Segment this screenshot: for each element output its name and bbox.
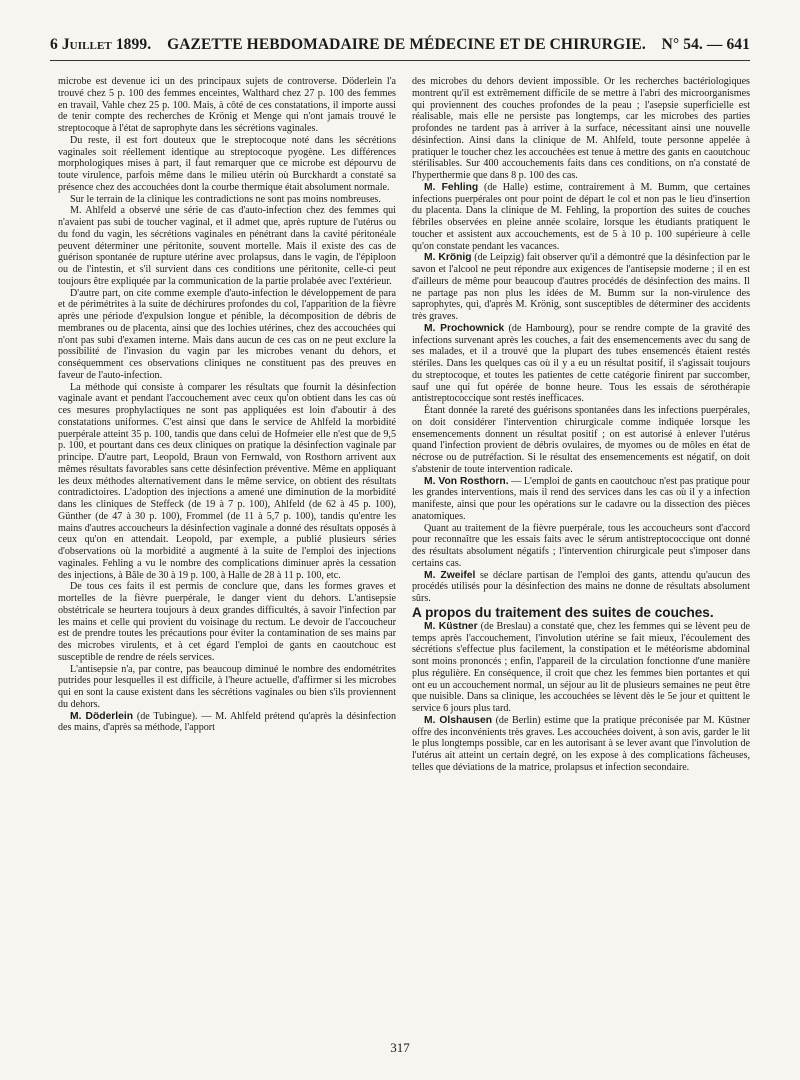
paragraph: L'antisepsie n'a, par contre, pas beaucoup diminué le nombre des endométrites putrides pour lesquelles il est difficile, à l'heure actuelle, d'affirmer si les microbes qui en sont la cause existent dans les sécrétions vaginales ou bien s'ils proviennent du dehors.	[58, 663, 396, 710]
speaker-name: M. Zweifel	[424, 569, 476, 581]
paragraph: La méthode qui consiste à comparer les résultats que fournit la désinfection vaginale avant et pendant l'accouchement avec ceux qu'on obtient dans les cas où ces mesures prophylactiques ne sont pas appliquées est loin d'aboutir à des constatations uniformes. C'est ainsi que dans le service de Ahlfeld la morbidité puerpérale atteint 35 p. 100, tandis que dans celui de Hofmeier elle n'est que de 9,5 p. 100, et pourtant dans ces deux cliniques on pratique la désinfection vaginale par principe. D'autre part, Leopold, Braun von Fernwald, von Rosthorn arrivent aux mêmes résultats favorables sans cette désinfection préventive. Même en appliquant les deux méthodes alternativement dans le même service, on obtient des résultats contradictoires. L'adoption des injections a amené une diminution de la morbidité dans les cliniques de Steffeck (de 19 à 7 p. 100), Ahlfeld (de 62 à 45 p. 100), Günther (de 47 à 30 p. 100), Frommel (de 11 à 5,7 p. 100), tandis qu'entre les mains d'autres accoucheurs la désinfection vaginale a donné des résultats opposés à ceux qu'on en attendait. Leopold, par exemple, a publié plusieurs séries d'observations où la morbidité a augmenté à la suite de l'emploi des injections vaginales. Fehling a vu le nombre des complications diminuer après la cessation des injections, à Bâle de 30 à 19 p. 100, à Halle de 28 à 11 p. 100, etc.	[58, 381, 396, 581]
paragraph: microbe est devenue ici un des principaux sujets de controverse. Döderlein l'a trouvé chez 5 p. 100 des femmes enceintes, Walthard chez 27 p. 100 des femmes en travail, Vahle chez 25 p. 100. Mais, à côté de ces constatations, il importe aussi de tenir compte des recherches de Krönig et Menge qui n'ont jamais trouvé le streptocoque à l'état de saprophyte dans les sécrétions vaginales.	[58, 76, 396, 134]
right-column	[412, 76, 750, 1024]
paragraph	[412, 570, 750, 605]
paragraph-text: (de Leipzig) fait observer qu'il a démontré que la désinfection par le savon et l'alcool ne peut répondre aux exigences de l'antisepsie moderne ; il en est d'ailleurs de même pour beaucoup d'autres procédés de désinfection des mains. Il ne partage pas non plus les idées de M. Bumm sur la non-virulence des saprophytes, qui, d'après M. Krönig, sont susceptibles de déterminer des accidents très graves.	[412, 252, 750, 322]
issue-date: 6 Juillet 1899.	[50, 36, 152, 53]
paragraph-text: — L'emploi de gants en caoutchouc n'est pas pratique pour les grandes interventions, mais il rend des services dans les cas où il y a infection manifeste, ainsi que pour les opérations sur le cadavre ou la dissection des pièces anatomiques.	[412, 475, 750, 522]
speaker-name: M. Krönig	[424, 252, 472, 264]
paragraph	[412, 621, 750, 715]
speaker-name: M. Döderlein	[70, 710, 134, 722]
paragraph: Du reste, il est fort douteux que le streptocoque noté dans les sécrétions vaginales soit réellement identique au streptocoque pyogène. Les différences morphologiques mises à part, il faut remarquer que ce microbe est dépourvu de toute virulence, parfois même dans le milieu utérin où Burckhardt a constaté sa présence chez des accouchées dont la courbe thermique était absolument normale.	[58, 134, 396, 193]
paragraph-text: (de Halle) estime, contrairement à M. Bumm, que certaines infections puerpérales ont pour point de départ le col et non pas le lieu d'insertion du placenta. Dans la clinique de M. Fehling, la proportion des suites de couches fébriles observées en pleine année scolaire, lorsque les étudiants pratiquent le toucher et assistent aux accouchements, est de 5 à 10 p. 100 supérieure à celle qu'on constate pendant les vacances.	[412, 181, 750, 252]
page-number: 317	[390, 1040, 410, 1055]
paragraph: Quant au traitement de la fièvre puerpérale, tous les accoucheurs sont d'accord pour reconnaître que les essais faits avec le sérum antistreptococcique ont donné des résultats absolument négatifs ; l'intervention chirurgicale peut s'imposer dans certains cas.	[412, 522, 750, 569]
paragraph-text: (de Breslau) a constaté que, chez les femmes qui se lèvent peu de temps après l'accouchement, l'involution utérine se fait mieux, l'écoulement des sécrétions s'effectue plus facilement, la constipation et le météorisme abdominal sont moins prononcés ; enfin, l'appareil de la circulation fonctionne d'une manière plus régulière. En conséquence, il croit que chez les femmes bien portantes et qui ont eu un accouchement normal, un séjour au lit de plusieurs semaines ne peut être que nuisible. Dans sa clinique, les accouchées se lèvent dès le 5e jour et quittent le service 6 jours plus tard.	[412, 620, 750, 714]
header-rule	[50, 60, 750, 61]
paragraph	[412, 715, 750, 774]
paragraph-text: (de Berlin) estime que la pratique préconisée par M. Küstner offre des inconvénients très graves. Les accouchées doivent, à son avis, garder le lit le plus longtemps possible, car en les autorisant à se lever avant que l'involution de l'utérus ait atteint un certain degré, on les expose à des complications fâcheuses, telles que déviations de la matrice, prolapsus et infection secondaire.	[412, 714, 750, 773]
running-header	[50, 36, 750, 58]
speaker-name: M. Fehling	[424, 181, 479, 193]
paragraph	[412, 182, 750, 253]
paragraph	[412, 476, 750, 523]
paragraph-text: (de Tubingue). — M. Ahlfeld prétend qu'après la désinfection des mains, d'après sa méthode, l'apport	[58, 710, 396, 734]
journal-title: GAZETTE HEBDOMADAIRE DE MÉDECINE ET DE CHIRURGIE.	[167, 36, 646, 53]
paragraph	[412, 323, 750, 405]
speaker-name: M. Prochownick	[424, 322, 505, 334]
paragraph-text: se déclare partisan de l'emploi des gants, attendu qu'aucun des procédés utilisés pour la désinfection des mains ne donne de résultats absolument sûrs.	[412, 569, 750, 604]
paragraph: D'autre part, on cite comme exemple d'auto-infection le développement de para et de périmétrites à la suite de déchirures profondes du col, l'apparition de la fièvre après une période d'expulsion longue et pénible, la décomposition de débris de membranes ou de placenta, ainsi que des lochies utérines, chez des accouchées qui n'ont pas subi d'examen interne. Mais dans aucun de ces cas on ne peut exclure la possibilité de l'invasion du vagin par les microbes venant du dehors, et conséquemment ces observations cliniques ne constituent pas des preuves en faveur de l'auto-infection.	[58, 287, 396, 381]
paragraph: M. Ahlfeld a observé une série de cas d'auto-infection chez des femmes qui n'avaient pas subi de toucher vaginal, et il admet que, après rupture de l'utérus ou du fond du vagin, les sécrétions vaginales en pénétrant dans la cavité péritonéale peuvent déterminer une péritonite, souvent mortelle. Mais il existe des cas de guérison spontanée de rupture utérine avec prolapsus, dans le vagin, de l'épiploon ou de l'intestin, et s'il survient dans ces conditions une péritonite, celle-ci peut toujours être expliquée par la communication de la partie prolabée avec l'extérieur.	[58, 205, 396, 287]
paragraph: des microbes du dehors devient impossible. Or les recherches bactériologiques montrent qu'il est extrêmement difficile de se mettre à l'abri des microorganismes qui proviennent des couches profondes de la peau ; l'asepsie superficielle est réalisable, mais elle ne persiste pas longtemps, car les microbes des parties profondes ne tardent pas à arriver à la surface, nécessitant ainsi une nouvelle désinfection. Ainsi dans la clinique de M. Ahlfeld, toute personne appelée à pratiquer le toucher chez les accouchées est tenue à mettre des gants en caoutchouc stérilisables. Sur 400 accouchements faits dans ces conditions, on n'a constaté de l'hyperthermie que dans 8 p. 100 des cas.	[412, 76, 750, 181]
paragraph: Sur le terrain de la clinique les contradictions ne sont pas moins nombreuses.	[70, 193, 381, 205]
paragraph	[58, 711, 396, 735]
paragraph: Étant donnée la rareté des guérisons spontanées dans les infections puerpérales, on doit considérer l'intervention chirurgicale comme indiquée lorsque les ensemencements donnent un résultat positif ; on est autorisé à enlever l'utérus quand l'infection provient de débris ovulaires, de myomes ou de môles en état de nécrose ou de putréfaction. Si le résultat des ensemencements est négatif, on doit s'abstenir de toute intervention radicale.	[412, 405, 750, 475]
section-heading: A propos du traitement des suites de couches.	[412, 604, 714, 620]
paragraph: De tous ces faits il est permis de conclure que, dans les formes graves et mortelles de la fièvre puerpérale, le danger vient du dehors. L'antisepsie obstétricale se heurtera toujours à deux grandes difficultés, à savoir l'infection par les mains et celle qui provient du voisinage du rectum. Le devoir de l'accoucheur est de prendre toutes les précautions pour éviter la contamination de ses mains par des microbes virulents, et à cet égard l'emploi de gants en caoutchouc est susceptible de rendre de réels services.	[58, 581, 396, 663]
speaker-name: M. Olshausen	[424, 714, 492, 726]
paragraph	[412, 252, 750, 323]
speaker-name: M. Küstner	[424, 620, 478, 632]
speaker-name: M. Von Rosthorn.	[424, 475, 509, 487]
issue-number: N° 54. — 641	[661, 36, 750, 53]
paragraph-text: (de Hambourg), pour se rendre compte de la gravité des infections survenant après les couches, a fait des ensemencements avec du sang de ses malades, et il a trouvé que la plupart des tubes ensemencés étaient restés stériles. Dans les quelques cas où il y a eu un résultat positif, il s'agissait toujours du streptocoque, et toutes les patientes de cette catégorie finirent par succomber, sauf une qui fut opérée de bonne heure. Tous les essais de sérothérapie antistreptococcique sont restés inefficaces.	[412, 322, 750, 405]
left-column	[58, 76, 396, 1024]
